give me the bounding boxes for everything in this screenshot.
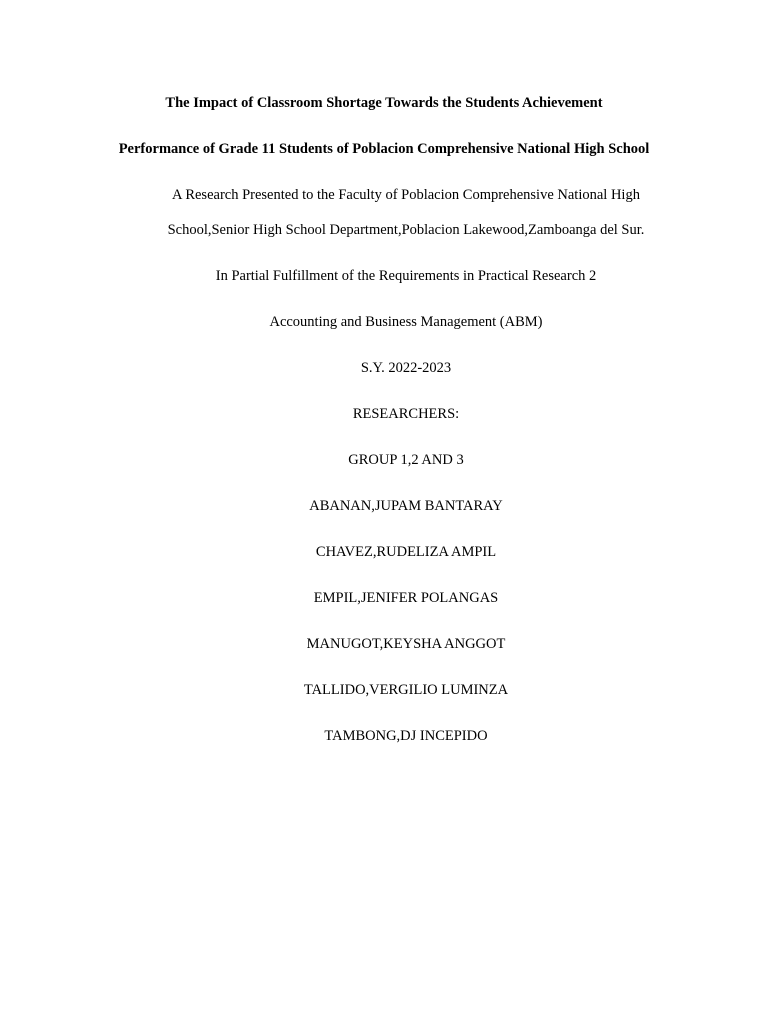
researchers-heading: RESEARCHERS: [352,406,460,422]
fulfillment-line: In Partial Fulfillment of the Requirements in Practical Research 2 [215,268,597,284]
researcher-name: TAMBONG,DJ INCEPIDO [324,728,488,744]
title-line-1: The Impact of Classroom Shortage Towards the Students Achievement [165,95,603,111]
school-year: S.Y. 2022-2023 [360,360,452,376]
researcher-name: CHAVEZ,RUDELIZA AMPIL [315,544,497,560]
group-line: GROUP 1,2 AND 3 [348,452,464,468]
presented-line-1: A Research Presented to the Faculty of Poblacion Comprehensive National High [172,187,640,203]
researcher-name: EMPIL,JENIFER POLANGAS [313,590,499,606]
researcher-name: MANUGOT,KEYSHA ANGGOT [306,636,506,652]
presented-line-2: School,Senior High School Department,Poblacion Lakewood,Zamboanga del Sur. [167,222,645,238]
researcher-name: ABANAN,JUPAM BANTARAY [309,498,503,514]
strand-line: Accounting and Business Management (ABM) [269,314,543,330]
researcher-name: TALLIDO,VERGILIO LUMINZA [303,682,509,698]
title-line-2: Performance of Grade 11 Students of Poblacion Comprehensive National High School [118,141,650,157]
